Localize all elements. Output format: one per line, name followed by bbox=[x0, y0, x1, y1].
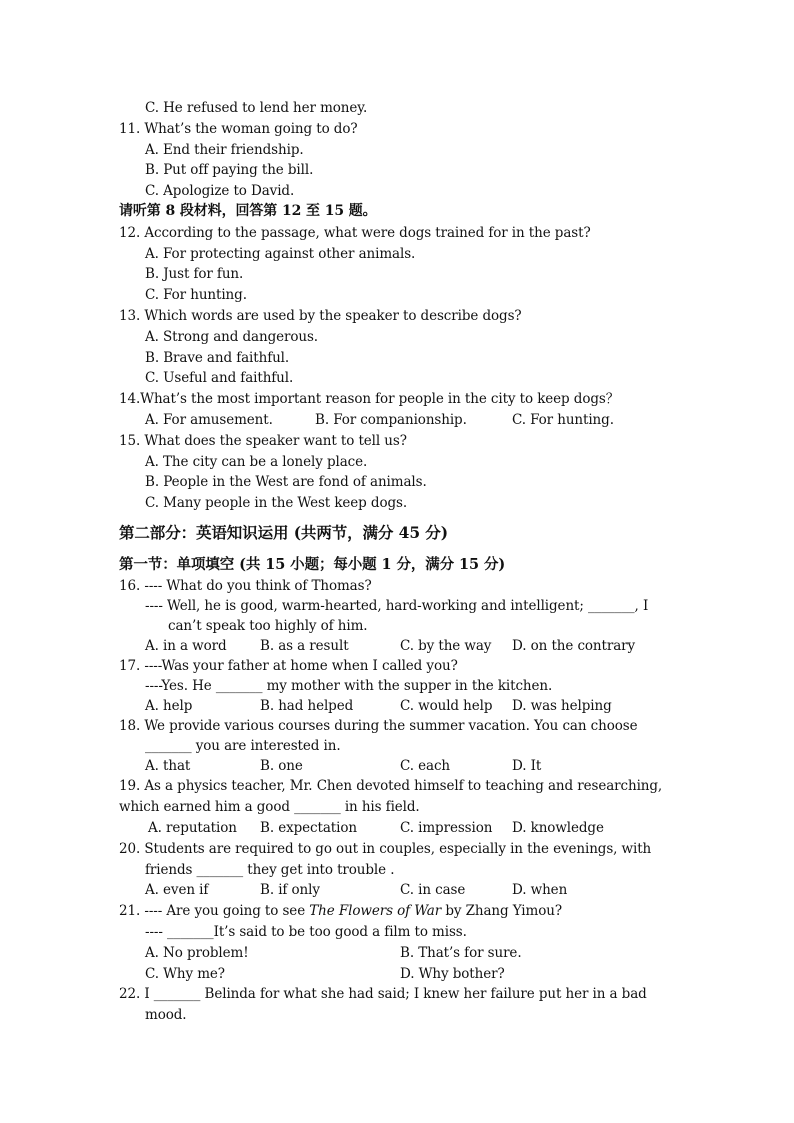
q13-option-b: B. Brave and faithful. bbox=[145, 350, 290, 366]
q22-stem: 22. I _______ Belinda for what she had said; I knew her failure put her in a bad bbox=[119, 986, 647, 1002]
q21-option-b: B. That’s for sure. bbox=[400, 945, 522, 961]
q13-option-a: A. Strong and dangerous. bbox=[145, 329, 319, 345]
q21-option-c: C. Why me? bbox=[145, 966, 225, 982]
q18-option-a: A. that bbox=[145, 758, 191, 774]
q11-option-c: C. Apologize to David. bbox=[145, 183, 295, 199]
q16-option-c: C. by the way bbox=[400, 638, 492, 654]
q17-option-c: C. would help bbox=[400, 698, 493, 714]
q12-stem: 12. According to the passage, what were dogs trained for in the past? bbox=[119, 225, 591, 241]
q21-reply: ---- _______It’s said to be too good a film to miss. bbox=[145, 924, 467, 940]
q16-reply-line2: can’t speak too highly of him. bbox=[168, 618, 368, 634]
q13-stem: 13. Which words are used by the speaker to describe dogs? bbox=[119, 308, 522, 324]
q17-option-d: D. was helping bbox=[512, 698, 612, 714]
q21-stem bbox=[119, 902, 562, 920]
q17-option-a: A. help bbox=[145, 698, 193, 714]
q16-option-a: A. in a word bbox=[145, 638, 227, 654]
q11-option-b: B. Put off paying the bill. bbox=[145, 162, 314, 178]
q17-option-b: B. had helped bbox=[260, 698, 354, 714]
q12-option-b: B. Just for fun. bbox=[145, 266, 244, 282]
q13-option-c: C. Useful and faithful. bbox=[145, 370, 294, 386]
q16-option-b: B. as a result bbox=[260, 638, 349, 654]
q14-option-a: A. For amusement. bbox=[145, 412, 273, 428]
q18-option-b: B. one bbox=[260, 758, 303, 774]
part-two-heading: 第二部分：英语知识运用 (共两节，满分 45 分) bbox=[119, 523, 448, 542]
q11-stem: 11. What’s the woman going to do? bbox=[119, 121, 358, 137]
q18-stem-line2: _______ you are interested in. bbox=[145, 738, 341, 754]
q15-option-b: B. People in the West are fond of animals. bbox=[145, 474, 427, 490]
q20-option-c: C. in case bbox=[400, 882, 466, 898]
q19-option-d: D. knowledge bbox=[512, 820, 604, 836]
q16-stem: 16. ---- What do you think of Thomas? bbox=[119, 578, 372, 594]
q18-option-d: D. It bbox=[512, 758, 542, 774]
q19-option-a: A. reputation bbox=[148, 820, 237, 836]
q17-reply: ----Yes. He _______ my mother with the supper in the kitchen. bbox=[145, 678, 553, 694]
q17-stem: 17. ----Was your father at home when I called you? bbox=[119, 658, 458, 674]
q20-option-a: A. even if bbox=[145, 882, 209, 898]
q15-stem: 15. What does the speaker want to tell us? bbox=[119, 433, 407, 449]
q14-option-b: B. For companionship. bbox=[315, 412, 467, 428]
q16-option-d: D. on the contrary bbox=[512, 638, 636, 654]
q20-option-d: D. when bbox=[512, 882, 568, 898]
q19-stem-line2: which earned him a good _______ in his field. bbox=[119, 799, 420, 815]
q18-option-c: C. each bbox=[400, 758, 451, 774]
q11-option-a: A. End their friendship. bbox=[145, 142, 304, 158]
q14-option-c: C. For hunting. bbox=[512, 412, 614, 428]
q15-option-a: A. The city can be a lonely place. bbox=[145, 454, 368, 470]
q20-stem-line2: friends _______ they get into trouble . bbox=[145, 862, 395, 878]
q18-stem: 18. We provide various courses during the summer vacation. You can choose bbox=[119, 718, 638, 734]
q20-option-b: B. if only bbox=[260, 882, 320, 898]
q15-option-c: C. Many people in the West keep dogs. bbox=[145, 495, 408, 511]
q21-stem-suffix: by Zhang Yimou? bbox=[441, 903, 562, 919]
q22-stem-line2: mood. bbox=[145, 1007, 187, 1023]
q21-stem-prefix: 21. ---- Are you going to see bbox=[119, 903, 310, 919]
q21-film-title: The Flowers of War bbox=[309, 903, 442, 919]
instruction-material-8: 请听第 8 段材料，回答第 12 至 15 题。 bbox=[119, 203, 377, 219]
q20-stem: 20. Students are required to go out in couples, especially in the evenings, with bbox=[119, 841, 652, 857]
q19-option-c: C. impression bbox=[400, 820, 493, 836]
q19-stem: 19. As a physics teacher, Mr. Chen devoted himself to teaching and researching, bbox=[119, 778, 663, 794]
q21-option-d: D. Why bother? bbox=[400, 966, 505, 982]
q10-option-c: C. He refused to lend her money. bbox=[145, 100, 368, 116]
q12-option-a: A. For protecting against other animals. bbox=[145, 246, 416, 262]
section-one-heading: 第一节：单项填空 (共 15 小题；每小题 1 分，满分 15 分) bbox=[119, 556, 506, 573]
q16-reply-line1: ---- Well, he is good, warm-hearted, hard-working and intelligent; _______, I bbox=[145, 598, 649, 614]
q19-option-b: B. expectation bbox=[260, 820, 357, 836]
q14-stem: 14.What’s the most important reason for people in the city to keep dogs？ bbox=[119, 391, 620, 407]
q21-option-a: A. No problem! bbox=[145, 945, 249, 961]
q12-option-c: C. For hunting. bbox=[145, 287, 247, 303]
